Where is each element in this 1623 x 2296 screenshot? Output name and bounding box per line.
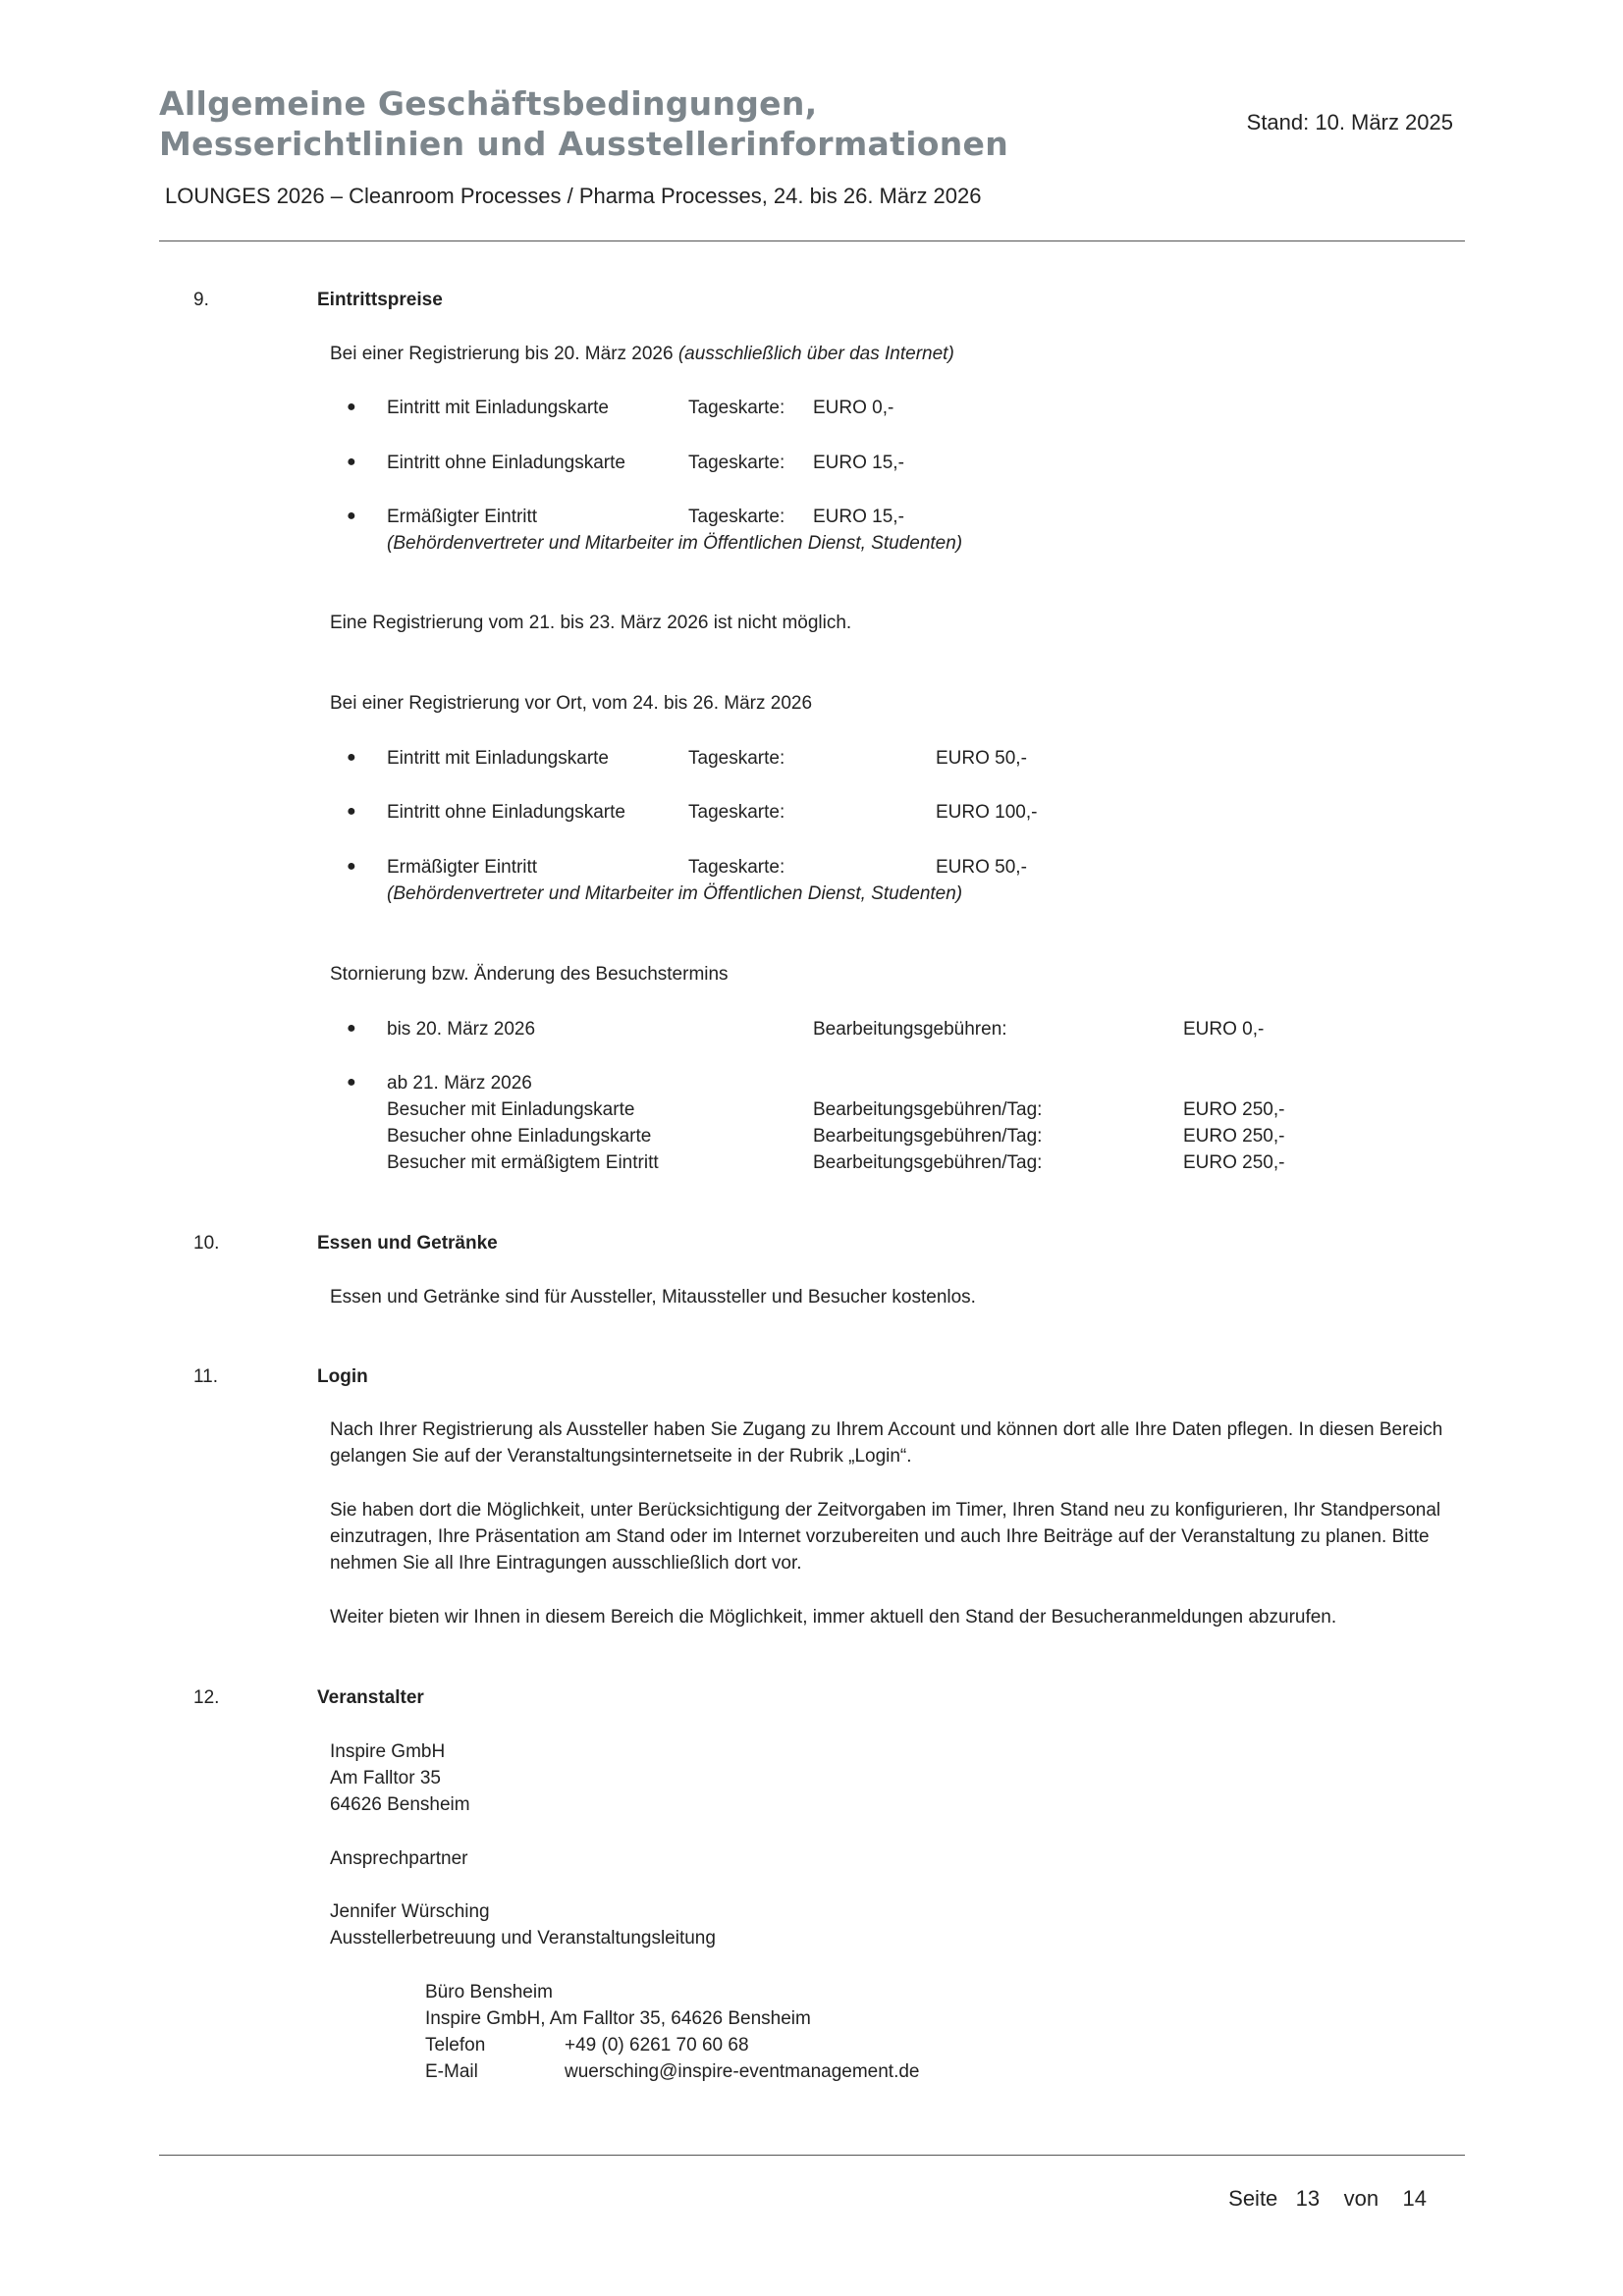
section-heading: Veranstalter (317, 1687, 424, 1708)
cancellation-row-fee: Bearbeitungsgebühren/Tag: (813, 1152, 1043, 1173)
section-number: 12. (193, 1687, 220, 1708)
bullet-icon: ● (347, 399, 356, 415)
cancellation-intro: Stornierung bzw. Änderung des Besuchstermins (330, 964, 729, 985)
bullet-icon: ● (347, 1074, 356, 1091)
price-item-label: Eintritt mit Einladungskarte (387, 398, 609, 418)
page-of: von (1343, 2186, 1380, 2211)
page-current: 13 (1295, 2186, 1321, 2211)
price-item-note: (Behördenvertreter und Mitarbeiter im Öffentlichen Dienst, Studenten) (387, 533, 963, 554)
cancellation-item-price: EURO 0,- (1183, 1019, 1265, 1040)
header-divider (159, 240, 1465, 241)
cancellation-row-price: EURO 250,- (1183, 1152, 1285, 1173)
phone-number[interactable]: +49 (0) 6261 70 60 68 (565, 2035, 749, 2056)
cancellation-row-label: Besucher ohne Einladungskarte (387, 1126, 652, 1147)
price-item-type: Tageskarte: (688, 507, 785, 527)
section-number: 9. (193, 290, 209, 310)
contact-name: Jennifer Würsching (330, 1901, 490, 1922)
price-item-label: Eintritt ohne Einladungskarte (387, 802, 625, 823)
online-registration-intro (330, 344, 954, 365)
section-number: 11. (193, 1366, 219, 1387)
cancellation-row-label: Besucher mit ermäßigtem Eintritt (387, 1152, 659, 1173)
online-intro-note: (ausschließlich über das Internet) (677, 344, 954, 364)
cancellation-item-label: ab 21. März 2026 (387, 1073, 532, 1094)
contact-label: Ansprechpartner (330, 1848, 468, 1869)
price-item-label: Eintritt ohne Einladungskarte (387, 453, 625, 473)
organizer-street: Am Falltor 35 (330, 1768, 441, 1789)
price-item-type: Tageskarte: (688, 748, 785, 769)
price-item-price: EURO 15,- (813, 507, 904, 527)
page-number (1228, 2186, 1427, 2212)
bullet-icon: ● (347, 803, 356, 820)
email-link[interactable]: wuersching@inspire-eventmanagement.de (565, 2061, 920, 2082)
login-paragraph: Nach Ihrer Registrierung als Aussteller haben Sie Zugang zu Ihrem Account und können dort alle Ihre Daten pflegen. In diesen Bereich gelangen Sie auf der Veranstaltungsinternetseite in der Rubrik „Login“. (330, 1419, 1443, 1467)
bullet-icon: ● (347, 858, 356, 875)
bullet-icon: ● (347, 1020, 356, 1037)
event-subtitle: LOUNGES 2026 – Cleanroom Processes / Pharma Processes, 24. bis 26. März 2026 (165, 184, 982, 208)
login-paragraph: Sie haben dort die Möglichkeit, unter Berücksichtigung der Zeitvorgaben im Timer, Ihren Stand neu zu konfigurieren, Ihr Standpersonal einzutragen, Ihre Präsentation am Stand oder im Internet vorzubereiten und auch Ihre Beiträge auf der Veranstaltung zu planen. Bitte nehmen Sie all Ihre Eintragungen ausschließlich dort vor. (330, 1500, 1441, 1574)
no-registration-note: Eine Registrierung vom 21. bis 23. März 2026 ist nicht möglich. (330, 613, 852, 633)
price-item-price: EURO 0,- (813, 398, 894, 418)
office-address: Inspire GmbH, Am Falltor 35, 64626 Bensheim (425, 2008, 811, 2029)
office-name: Büro Bensheim (425, 1982, 553, 2002)
bullet-icon: ● (347, 454, 356, 470)
price-item-type: Tageskarte: (688, 398, 785, 418)
onsite-registration-intro: Bei einer Registrierung vor Ort, vom 24. bis 26. März 2026 (330, 693, 813, 714)
bullet-icon: ● (347, 507, 356, 524)
price-item-type: Tageskarte: (688, 453, 785, 473)
price-item-note: (Behördenvertreter und Mitarbeiter im Öffentlichen Dienst, Studenten) (387, 883, 963, 904)
price-item-price: EURO 50,- (936, 857, 1027, 878)
price-item-price: EURO 100,- (936, 802, 1038, 823)
cancellation-row-fee: Bearbeitungsgebühren/Tag: (813, 1099, 1043, 1120)
food-drinks-text: Essen und Getränke sind für Aussteller, Mitaussteller und Besucher kostenlos. (330, 1287, 976, 1308)
footer-divider (159, 2155, 1465, 2156)
page-label: Seite (1228, 2186, 1278, 2211)
document-date: Stand: 10. März 2025 (1246, 110, 1453, 134)
organizer-city: 64626 Bensheim (330, 1794, 470, 1815)
cancellation-row-price: EURO 250,- (1183, 1099, 1285, 1120)
phone-label: Telefon (425, 2035, 486, 2056)
online-intro-text: Bei einer Registrierung bis 20. März 2026 (330, 344, 674, 364)
cancellation-item-fee: Bearbeitungsgebühren: (813, 1019, 1007, 1040)
organizer-company: Inspire GmbH (330, 1741, 446, 1762)
section-number: 10. (193, 1233, 220, 1254)
price-item-type: Tageskarte: (688, 857, 785, 878)
document-title-line2: Messerichtlinien und Ausstellerinformationen (159, 125, 1009, 163)
page-total: 14 (1402, 2186, 1427, 2211)
contact-role: Ausstellerbetreuung und Veranstaltungsleitung (330, 1928, 716, 1949)
section-heading: Eintrittspreise (317, 290, 443, 310)
section-heading: Login (317, 1366, 368, 1387)
price-item-type: Tageskarte: (688, 802, 785, 823)
bullet-icon: ● (347, 749, 356, 766)
cancellation-row-price: EURO 250,- (1183, 1126, 1285, 1147)
email-label: E-Mail (425, 2061, 478, 2082)
login-paragraph: Weiter bieten wir Ihnen in diesem Bereich die Möglichkeit, immer aktuell den Stand der Besucheranmeldungen abzurufen. (330, 1607, 1337, 1628)
price-item-price: EURO 15,- (813, 453, 904, 473)
price-item-price: EURO 50,- (936, 748, 1027, 769)
price-item-label: Ermäßigter Eintritt (387, 507, 538, 527)
price-item-label: Ermäßigter Eintritt (387, 857, 538, 878)
cancellation-row-label: Besucher mit Einladungskarte (387, 1099, 635, 1120)
cancellation-row-fee: Bearbeitungsgebühren/Tag: (813, 1126, 1043, 1147)
document-title-line1: Allgemeine Geschäftsbedingungen, (159, 84, 818, 123)
cancellation-item-label: bis 20. März 2026 (387, 1019, 536, 1040)
price-item-label: Eintritt mit Einladungskarte (387, 748, 609, 769)
section-heading: Essen und Getränke (317, 1233, 498, 1254)
